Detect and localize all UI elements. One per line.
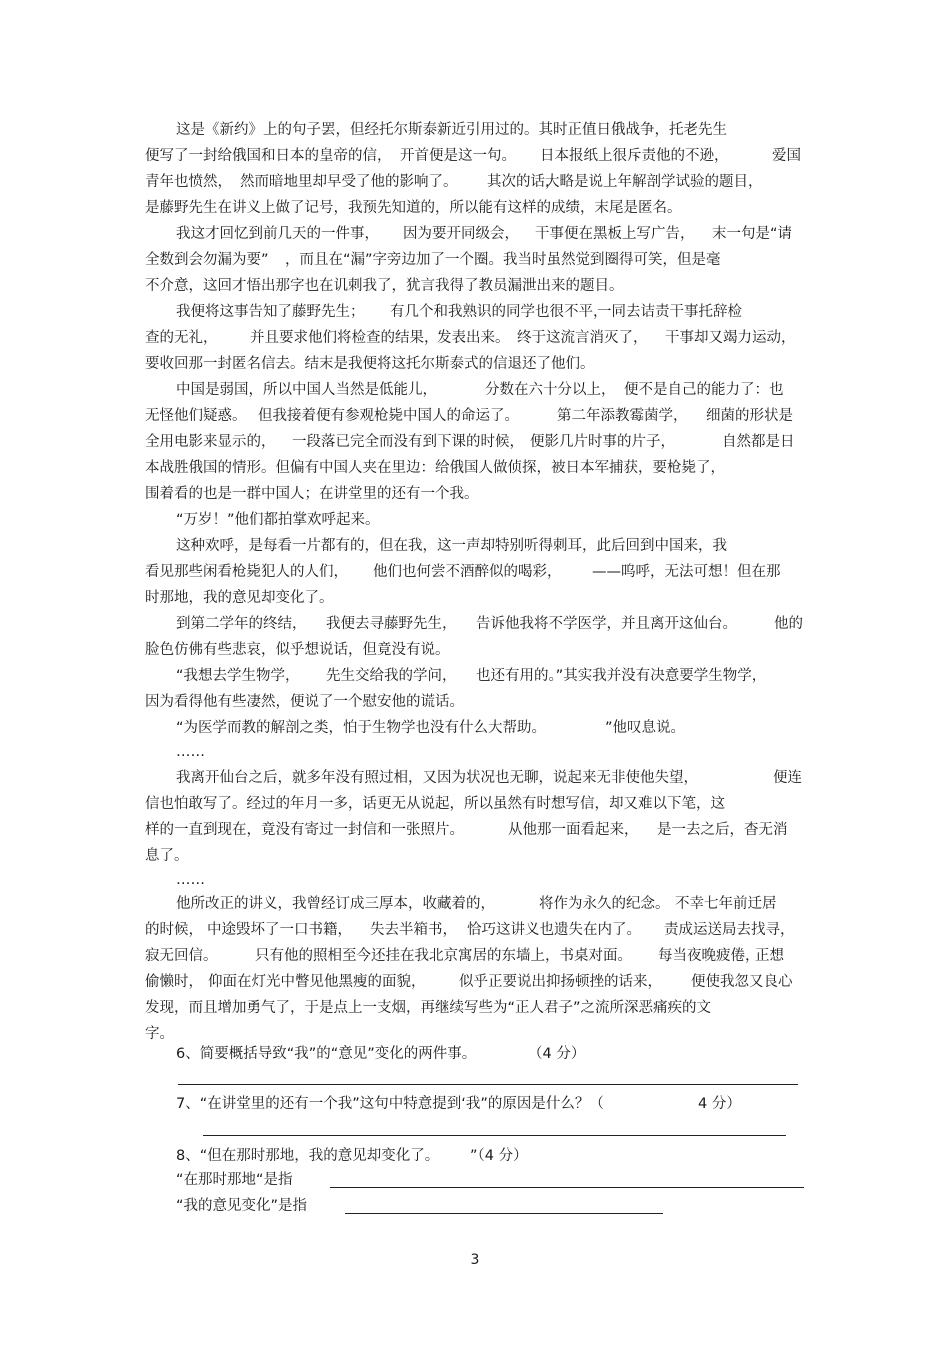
passage-line [0, 893, 950, 915]
passage-text: 样的一直到现在，竟没有寄过一封信和一张照片。 [145, 822, 464, 838]
passage-text: 一段落已完全而没有到下课的时候， [292, 434, 524, 450]
passage-text: …… [176, 872, 205, 888]
passage-line [0, 741, 950, 763]
passage-line [0, 301, 950, 323]
passage-text: 时那地，我的意见却变化了。 [145, 590, 334, 606]
passage-text: 一同去诘责干事托辞检 [597, 304, 742, 320]
passage-text: 我离开仙台之后，就多年没有照过相，又因为状况也无聊，说起来无非使他失望， [176, 770, 698, 786]
passage-line [0, 379, 950, 401]
passage-text: 发表出来。 [437, 330, 510, 346]
passage-text: 无怪他们疑惑。 [145, 408, 247, 424]
passage-line [0, 767, 950, 789]
passage-text: “为医学而教的解剖之类，怕于生物学也没有什么大帮助。 [176, 720, 547, 736]
passage-text: 他所改正的讲义，我曾经订成三厚本，收藏着的， [176, 896, 495, 912]
passage-line [0, 1023, 950, 1045]
passage-line [0, 665, 950, 687]
question-6-text: 6、简要概括导致“我”的“意见”变化的两件事。 [176, 1046, 477, 1062]
passage-text: “我想去学生物学， [176, 668, 300, 684]
passage-text: 便影几片时事的片子， [530, 434, 675, 450]
question-6-score: （4 分） [528, 1046, 586, 1062]
passage-line [0, 275, 950, 297]
page-number: 3 [470, 1252, 480, 1268]
passage-line [0, 327, 950, 349]
passage-text: 但我接着便有参观枪毙中国人的命运了。 [258, 408, 519, 424]
passage-text: 寂无回信。 [145, 948, 218, 964]
passage-text: 其次的话， [487, 174, 560, 190]
passage-line [0, 119, 950, 141]
passage-text: 终于这流言消灭了， [517, 330, 648, 346]
passage-text: 发现，而且增加勇气了，于是点上一支烟，再继续写些为“正人君子”之流所深恶痛疾的文 [145, 1000, 712, 1016]
passage-text: 日本报纸上很斥责他的不逊， [540, 148, 729, 164]
passage-text: 看见那些闲看枪毙犯人的人们， [145, 564, 348, 580]
passage-text: 便不是自己的能力了：也 [624, 382, 784, 398]
passage-text: 这种欢呼，是每看一片都有的，但在我，这一声却特别听得刺耳，此后回到中国来，我 [176, 538, 727, 554]
passage-text: 责成运送局去找寻， [664, 922, 795, 938]
passage-text: 失去半箱书， [370, 922, 457, 938]
passage-text: 我便将这事告知了藤野先生； [176, 304, 365, 320]
passage-text: 他的 [774, 616, 803, 632]
passage-text: 便连 [773, 770, 802, 786]
passage-text: 不幸七年前迁居 [675, 896, 777, 912]
passage-line [0, 587, 950, 609]
passage-text: 末一句是“请 [712, 226, 793, 242]
passage-text: 因为要开同级会， [403, 226, 519, 242]
passage-text: 偷懒时， [145, 974, 203, 990]
passage-text: 他们也何尝不酒醉似的喝彩， [373, 564, 562, 580]
question-8-text: 8、“但在那时那地，我的意见却变化了。 [176, 1148, 440, 1164]
passage-text: 青年也愤然， [145, 174, 232, 190]
passage-text: 有几个和我熟识的同学也很不平， [390, 304, 608, 320]
passage-text: 先生交给我的学问， [326, 668, 457, 684]
passage-text: 是一去之后，杳无消 [657, 822, 788, 838]
passage-line [0, 509, 950, 531]
passage-line [0, 869, 950, 891]
question-8-score: ”（4 分） [470, 1148, 528, 1164]
passage-text: ”他叹息说。 [605, 720, 686, 736]
passage-text: 仰面在灯光中瞥见他黑瘦的面貌， [208, 974, 426, 990]
passage-line [0, 535, 950, 557]
passage-text: 并且要求他们将检查的结果， [250, 330, 439, 346]
passage-line [0, 613, 950, 635]
passage-line [0, 145, 950, 167]
passage-line [0, 561, 950, 583]
passage-text: 全数到会勿漏为要” [145, 252, 269, 268]
question-7-score: 4 分） [698, 1096, 741, 1112]
passage-text: 便使我忽又良心 [691, 974, 793, 990]
passage-text: 也还有用的。”其实我并没有决意要学生物学， [476, 668, 767, 684]
passage-line [0, 945, 950, 967]
passage-line [0, 171, 950, 193]
passage-text: “万岁！”他们都拍掌欢呼起来。 [176, 512, 380, 528]
passage-text: 自然都是日 [722, 434, 795, 450]
passage-text: 第二年添教霉菌学， [557, 408, 688, 424]
passage-line [0, 405, 950, 427]
passage-text: 每当夜晚疲倦， [658, 948, 760, 964]
passage-text: 本战胜俄国的情形。但偏有中国人夹在里边：给俄国人做侦探，被日本军捕获，要枪毙了， [145, 460, 725, 476]
passage-text: 脸色仿佛有些悲哀，似乎想说话，但竟没有说。 [145, 642, 450, 658]
passage-text: 全用电影来显示的， [145, 434, 276, 450]
passage-line [0, 997, 950, 1019]
passage-line [0, 353, 950, 375]
passage-text: …… [176, 744, 205, 760]
question-7-text: 7、“在讲堂里的还有一个我”这句中特意提到‘我”的原因是什么？（ [176, 1096, 604, 1112]
passage-line [0, 223, 950, 245]
passage-line [0, 793, 950, 815]
passage-text: 告诉他我将不学医学，并且离开这仙台。 [476, 616, 737, 632]
passage-line [0, 457, 950, 479]
passage-text: 因为看得他有些凄然，便说了一个慰安他的谎话。 [145, 694, 464, 710]
passage-line [0, 249, 950, 271]
passage-line [0, 919, 950, 941]
passage-text: 是藤野先生在讲义上做了记号，我预先知道的，所以能有这样的成绩，末尾是匿名。 [145, 200, 682, 216]
passage-text: 便写了一封给俄国和日本的皇帝的信， [145, 148, 392, 164]
passage-line [0, 483, 950, 505]
passage-line [0, 845, 950, 867]
passage-line [0, 639, 950, 661]
passage-text: 恰巧这讲义也遗失在内了。 [467, 922, 641, 938]
passage-text: ——呜呼，无法可想！但在那 [592, 564, 781, 580]
passage-text: 将作为永久的纪念。 [539, 896, 670, 912]
passage-text: 息了。 [145, 848, 189, 864]
passage-text: 的时候， [145, 922, 203, 938]
passage-text: 中国是弱国，所以中国人当然是低能儿， [176, 382, 437, 398]
passage-line [0, 971, 950, 993]
passage-text: 细菌的形状是 [706, 408, 793, 424]
passage-text: 大略是说上年解剖学试验的题目， [545, 174, 763, 190]
question-8a-label: “在那时那地“是指 [176, 1172, 293, 1188]
answer-line-7[interactable] [203, 1135, 786, 1136]
passage-text: 只有他的照相至今还挂在我北京寓居的东墙上，书桌对面。 [255, 948, 632, 964]
passage-text: 这是《新约》上的句子罢，但经托尔斯泰新近引用过的。其时正值日俄战争，托老先生 [176, 122, 727, 138]
answer-line-6[interactable] [178, 1084, 798, 1085]
passage-text: 到第二学年的终结， [176, 616, 307, 632]
passage-text: 分数在六十分以上， [485, 382, 616, 398]
passage-line [0, 431, 950, 453]
passage-text: 似乎正要说出抑扬顿挫的话来， [459, 974, 662, 990]
passage-text: ，而且在“漏”字旁边加了一个圈。我当时虽然觉到圈得可笑，但是毫 [285, 252, 721, 268]
passage-line [0, 819, 950, 841]
passage-text: 然而暗地里却早受了他的影响了。 [240, 174, 458, 190]
passage-text: 开首便是这一句。 [400, 148, 516, 164]
passage-text: 不介意，这回才悟出那字也在讥刺我了，犹言我得了教员漏泄出来的题目。 [145, 278, 624, 294]
passage-text: 要收回那一封匿名信去。结末是我便将这托尔斯泰式的信退还了他们。 [145, 356, 595, 372]
passage-text: 字。 [145, 1026, 174, 1042]
passage-line [0, 691, 950, 713]
passage-text: 围着看的也是一群中国人；在讲堂里的还有一个我。 [145, 486, 479, 502]
passage-line [0, 197, 950, 219]
passage-text: 查的无礼， [145, 330, 218, 346]
passage-text: 我这才回忆到前几天的一件事， [176, 226, 379, 242]
passage-text: 干事便在黑板上写广告， [535, 226, 695, 242]
passage-line [0, 717, 950, 739]
passage-text: 中途毁坏了一口书籍， [207, 922, 352, 938]
passage-text: 从他那一面看起来， [508, 822, 639, 838]
answer-line-8a[interactable] [330, 1187, 804, 1188]
answer-line-8b[interactable] [345, 1213, 663, 1214]
question-8b-label: “我的意见变化”是指 [176, 1198, 308, 1214]
passage-text: 信也怕敢写了。经过的年月一多，话更无从说起，所以虽然有时想写信，却又难以下笔，这 [145, 796, 725, 812]
passage-text: 干事却又竭力运动， [665, 330, 796, 346]
passage-text: 我便去寻藤野先生， [326, 616, 457, 632]
passage-text: 爱国 [772, 148, 801, 164]
passage-text: 正想 [755, 948, 784, 964]
